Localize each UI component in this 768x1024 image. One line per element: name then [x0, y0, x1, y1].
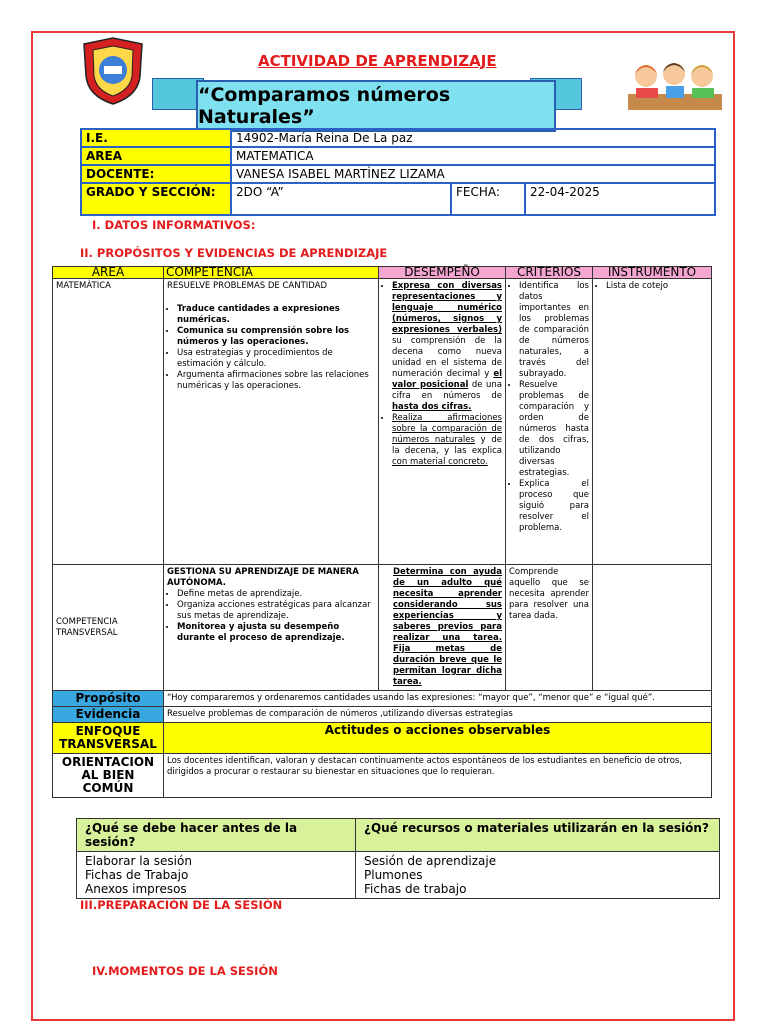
area-label: AREA [81, 147, 231, 165]
school-logo [80, 36, 146, 106]
actitudes-label: Actitudes o acciones observables [164, 723, 712, 754]
row1-criterios [506, 279, 593, 565]
header-area: AREA [53, 267, 164, 279]
learning-table [52, 266, 712, 798]
preparation-table [76, 818, 720, 899]
area-value: MATEMATICA [231, 147, 715, 165]
header-desempeno: DESEMPEÑO [379, 267, 506, 279]
row2-competencia-item: • Organiza acciones estratégicas para alcanzar sus metas de aprendizaje. [177, 600, 375, 622]
docente-value: VANESA ISABEL MARTÌNEZ LIZAMA [231, 165, 715, 183]
children-reading-illustration [626, 54, 724, 112]
row1-desempeno-1c: el valor posicional [392, 369, 503, 390]
row1-desempeno-2b: y de la decena, y las explica [392, 435, 503, 456]
row2-instrumento [593, 565, 712, 691]
proposito-label: Propósito [53, 691, 164, 707]
section-preparacion: III.PREPARACIÓN DE LA SESIÓN [80, 898, 283, 912]
info-table [80, 128, 716, 216]
docente-label: DOCENTE: [81, 165, 231, 183]
resource-item: Fichas de trabajo [364, 882, 467, 896]
fecha-value: 22-04-2025 [525, 183, 715, 215]
row1-desempeno-2a: Realiza afirmaciones sobre la comparación de números naturales [392, 413, 502, 445]
row1-desempeno-item [392, 281, 502, 413]
row2-competencia-item: • Define metas de aprendizaje. [177, 589, 375, 600]
row1-criterio-item: • Explica el proceso que siguió para resolver el problema. [519, 479, 589, 534]
resource-item: Sesión de aprendizaje [364, 854, 497, 868]
fecha-label: FECHA: [451, 183, 525, 215]
section-momentos: IV.MOMENTOS DE LA SESIÓN [92, 964, 278, 978]
before-item: Anexos impresos [85, 882, 187, 896]
row1-desempeno-1a: Expresa con diversas representaciones y lenguaje numérico (números, signos y expresiones verbales) [392, 281, 502, 335]
row1-competencia-item: • Usa estrategias y procedimientos de estimación y cálculo. [177, 348, 375, 370]
section-datos-informativos: I. DATOS INFORMATIVOS: [92, 218, 256, 232]
section-propositos: II. PROPÓSITOS Y EVIDENCIAS DE APRENDIZAJE [80, 246, 388, 260]
evidencia-text: Resuelve problemas de comparación de números ,utilizando diversas estrategias [164, 707, 712, 723]
orientacion-label: ORIENTACION AL BIEN COMÚN [53, 754, 164, 798]
proposito-text: “Hoy compararemos y ordenaremos cantidades usando las expresiones: “mayor que”, “menor que” e “igual qué”. [164, 691, 712, 707]
row2-criterios: Comprende aquello que se necesita aprender para resolver una tarea dada. [506, 565, 593, 691]
before-item: Fichas de Trabajo [85, 868, 189, 882]
session-banner: “Comparamos números Naturales” [196, 80, 556, 132]
row1-competencia [164, 279, 379, 565]
row2-competencia [164, 565, 379, 691]
row1-desempeno-1b: su comprensión de la decena como nueva unidad en el sistema de numeración decimal y [392, 336, 502, 379]
row2-competencia-item: • Monitorea y ajusta su desempeño durante el proceso de aprendizaje. [177, 622, 375, 644]
resources-list [356, 852, 720, 899]
evidencia-label: Evidencia [53, 707, 164, 723]
before-item: Elaborar la sesión [85, 854, 192, 868]
row2-area: COMPETENCIA TRANSVERSAL [53, 565, 164, 691]
row1-desempeno-2c: con material concreto. [392, 457, 488, 467]
row1-competencia-item: • Traduce cantidades a expresiones numéricas. [177, 304, 375, 326]
header-criterios: CRITERIOS [506, 267, 593, 279]
row2-desempeno [379, 565, 506, 691]
row1-competencia-title: RESUELVE PROBLEMAS DE CANTIDAD [167, 281, 328, 291]
row2-desempeno-text: Determina con ayuda de un adulto qué necesita aprender considerando sus experiencias y saberes previos para realizar una tarea. Fija metas de duración breve que le permitan lograr dicha tarea. [393, 567, 502, 687]
ie-label: I.E. [81, 129, 231, 147]
row1-desempeno-item [392, 413, 502, 468]
ie-value: 14902-María Reina De La paz [231, 129, 715, 147]
row1-desempeno [379, 279, 506, 565]
row1-area: MATEMÀTICA [53, 279, 164, 565]
row1-instrumento [593, 279, 712, 565]
row1-competencia-item: • Comunica su comprensión sobre los números y las operaciones. [177, 326, 375, 348]
before-session-list [77, 852, 356, 899]
row2-competencia-title: GESTIONA SU APRENDIZAJE DE MANERA AUTÓNOMA. [167, 567, 359, 588]
row1-competencia-item: • Argumenta afirmaciones sobre las relaciones numéricas y las operaciones. [177, 370, 375, 392]
header-competencia: COMPETENCIA [164, 267, 379, 279]
enfoque-label: ENFOQUE TRANSVERSAL [53, 723, 164, 754]
resources-question: ¿Qué recursos o materiales utilizarán en la sesión? [356, 819, 720, 852]
grado-value: 2DO “A” [231, 183, 451, 215]
orientacion-text: Los docentes identifican, valoran y destacan continuamente actos espontáneos de los estudiantes en beneficio de otros, dirigidos a procurar o restaurar su bienestar en situaciones que lo requieran. [164, 754, 712, 798]
row1-desempeno-1e: hasta dos cifras. [392, 402, 472, 412]
resource-item: Plumones [364, 868, 423, 882]
page-title: ACTIVIDAD DE APRENDIZAJE [258, 52, 497, 70]
grado-label: GRADO Y SECCIÓN: [81, 183, 231, 215]
row1-desempeno-1d: de una cifra en números de [392, 380, 503, 401]
row1-criterio-item: • Identifica los datos importantes en los problemas de comparación de números naturales, a través del subrayado. [519, 281, 589, 380]
row1-instrumento-item: • Lista de cotejo [606, 281, 708, 292]
before-session-question: ¿Qué se debe hacer antes de la sesión? [77, 819, 356, 852]
header-instrumento: INSTRUMENTO [593, 267, 712, 279]
row1-criterio-item: • Resuelve problemas de comparación y orden de números hasta de dos cifras, utilizando diversas estrategias. [519, 380, 589, 479]
